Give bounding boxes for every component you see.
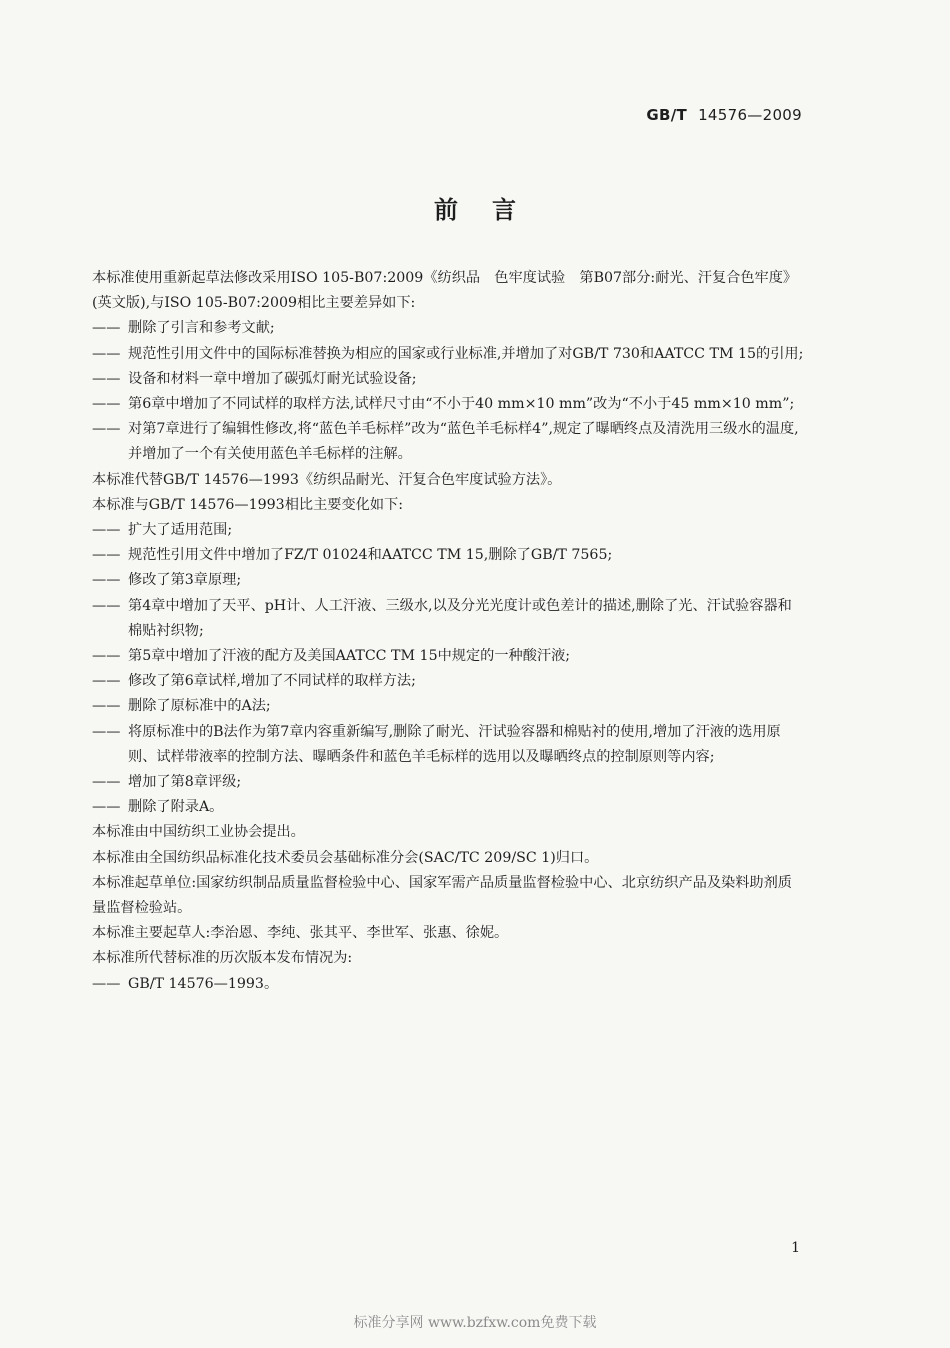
list-item-text: GB/T 14576—1993。 [128,975,279,992]
list-item [92,669,804,694]
list-item [92,367,804,392]
standard-prefix: GB/T [646,106,688,124]
footer-watermark: 标准分享网 www.bzfxw.com免费下载 [353,1315,597,1331]
paragraph: 本标准起草单位:国家纺织制品质量监督检验中心、国家军需产品质量监督检验中心、北京纺织产品及染料助剂质量监督检验站。 [92,874,792,917]
list-item-text: 删除了原标准中的A法; [128,698,271,715]
list-item-text: 删除了引言和参考文献; [128,320,275,337]
list-item-text: 设备和材料一章中增加了碳弧灯耐光试验设备; [128,370,417,387]
page-number: 1 [791,1240,800,1256]
list-item-text: 第6章中增加了不同试样的取样方法,试样尺寸由“不小于40 mm×10 mm”改为“不小于45 mm×10 mm”; [128,396,795,413]
list-item [92,316,804,341]
paragraph: 本标准使用重新起草法修改采用ISO 105-B07:2009《纺织品 色牢度试验 第B07部分:耐光、汗复合色牢度》(英文版),与ISO 105-B07:2009相比主要差异如下: [92,270,798,312]
list-dash: —— [92,572,121,589]
paragraph: 本标准所代替标准的历次版本发布情况为: [92,950,353,967]
list-item-text: 修改了第6章试样,增加了不同试样的取样方法; [128,673,416,690]
standard-number: 14576—2009 [698,106,802,124]
document-body [92,266,804,997]
list-item-text: 规范性引用文件中的国际标准替换为相应的国家或行业标准,并增加了对GB/T 730和AATCC TM 15的引用; [128,345,804,362]
list-item [92,568,804,593]
list-item [92,342,804,367]
list-item [92,694,804,719]
list-dash: —— [92,320,121,337]
list-item [92,770,804,795]
list-dash: —— [92,396,121,413]
list-dash: —— [92,698,121,715]
list-item-text: 规范性引用文件中增加了FZ/T 01024和AATCC TM 15,删除了GB/T 7565; [128,547,613,564]
list-item [92,392,804,417]
list-item [92,972,804,997]
paragraph: 本标准由全国纺织品标准化技术委员会基础标准分会(SAC/TC 209/SC 1)归口。 [92,849,599,866]
list-item [92,644,804,669]
paragraph: 本标准与GB/T 14576—1993相比主要变化如下: [92,496,403,513]
list-dash: —— [92,673,121,690]
list-item-text: 删除了附录A。 [128,799,224,816]
list-dash: —— [92,421,121,438]
list-dash: —— [92,547,121,564]
paragraph: 本标准代替GB/T 14576—1993《纺织品耐光、汗复合色牢度试验方法》。 [92,471,562,488]
list-item-text: 第4章中增加了天平、pH计、人工汗液、三级水,以及分光光度计或色差计的描述,删除了光、汗试验容器和棉贴衬织物; [128,597,792,639]
list-dash: —— [92,597,121,614]
paragraph: 本标准由中国纺织工业协会提出。 [92,824,305,841]
list-dash: —— [92,723,121,740]
list-dash: —— [92,370,121,387]
list-item-text: 增加了第8章评级; [128,774,242,791]
list-item [92,417,804,467]
list-item-text: 扩大了适用范围; [128,522,233,539]
list-item [92,720,804,770]
list-dash: —— [92,975,121,992]
list-item-text: 第5章中增加了汗液的配方及美国AATCC TM 15中规定的一种酸汗液; [128,648,571,665]
paragraph: 本标准主要起草人:李治恩、李纯、张其平、李世军、张惠、徐妮。 [92,925,509,942]
list-item [92,795,804,820]
list-item-text: 修改了第3章原理; [128,572,242,589]
page-title: 前言 [434,196,550,224]
list-dash: —— [92,799,121,816]
list-item-text: 对第7章进行了编辑性修改,将“蓝色羊毛标样”改为“蓝色羊毛标样4”,规定了曝晒终点及清洗用三级水的温度,并增加了一个有关使用蓝色羊毛标样的注解。 [128,421,799,463]
list-dash: —— [92,648,121,665]
list-dash: —— [92,345,121,362]
standard-code [646,106,802,124]
list-item [92,518,804,543]
list-dash: —— [92,774,121,791]
list-dash: —— [92,522,121,539]
list-item-text: 将原标准中的B法作为第7章内容重新编写,删除了耐光、汗试验容器和棉贴衬的使用,增加了汗液的选用原则、试样带液率的控制方法、曝晒条件和蓝色羊毛标样的选用以及曝晒终点的控制原则等内容; [128,723,781,765]
list-item [92,543,804,568]
list-item [92,594,804,644]
